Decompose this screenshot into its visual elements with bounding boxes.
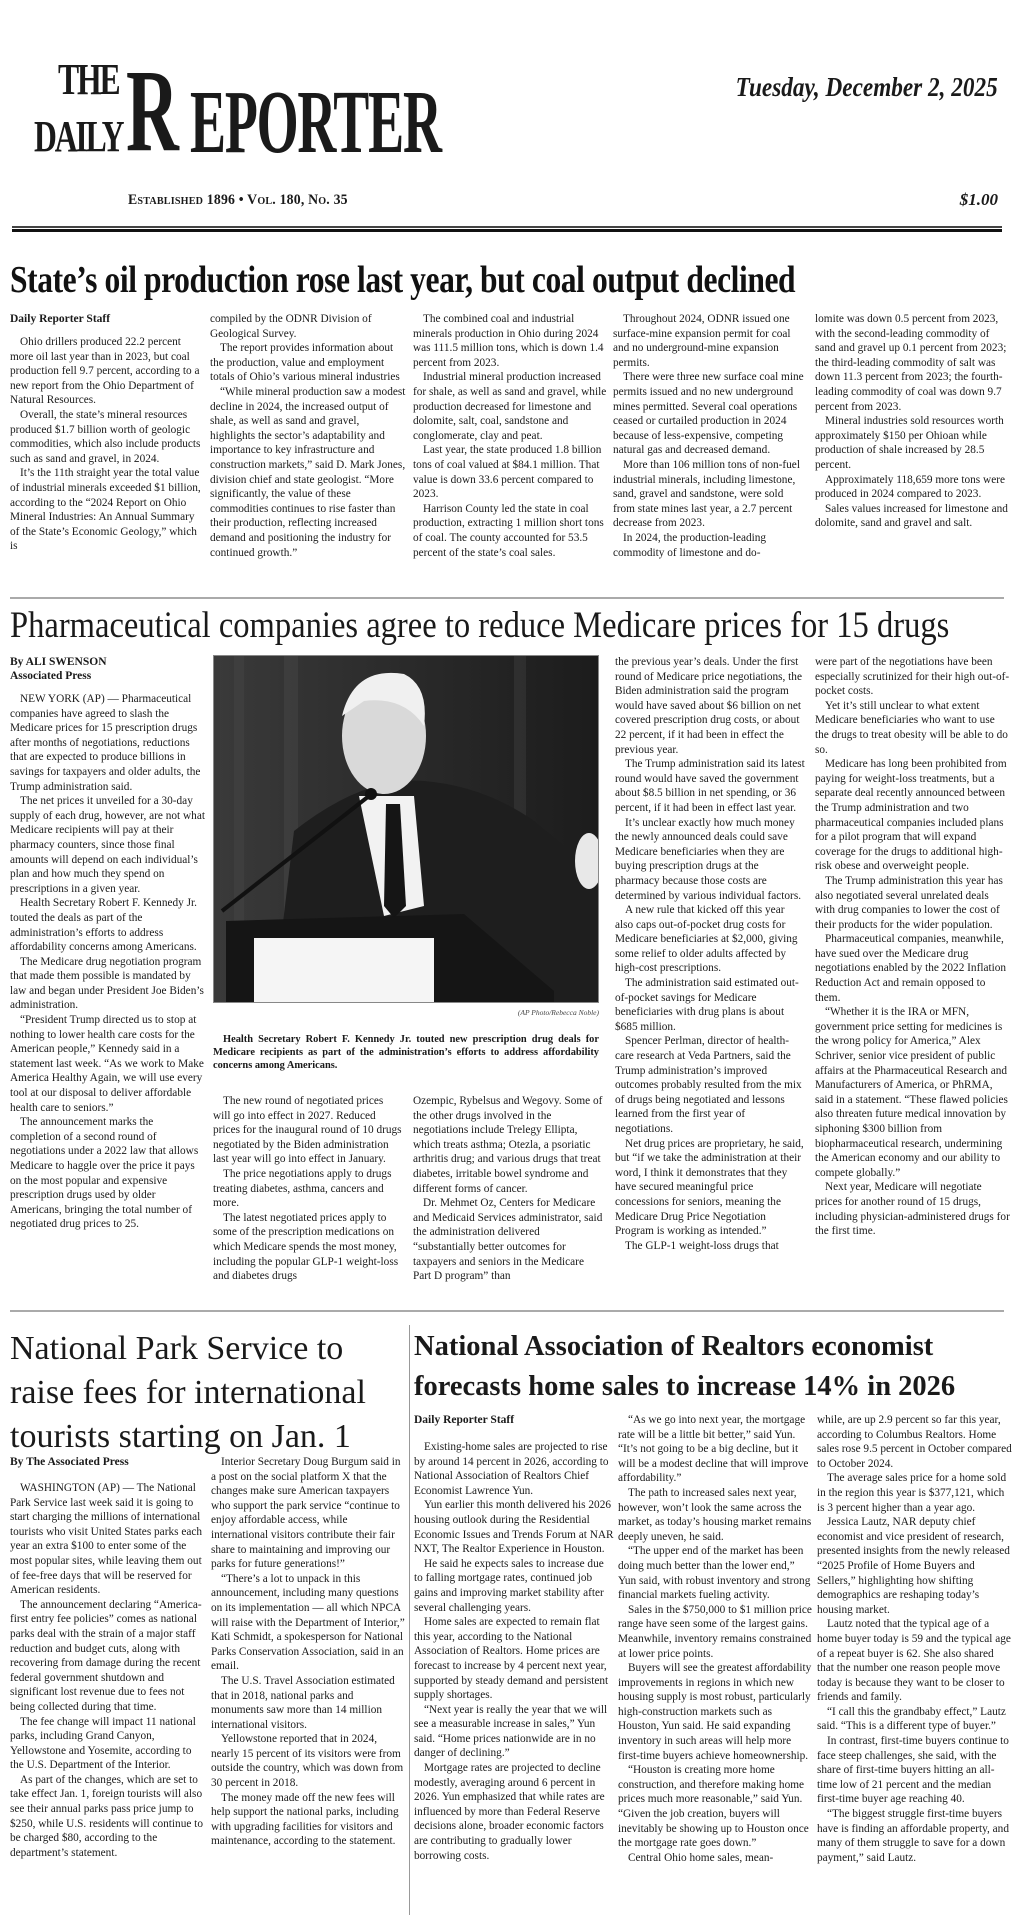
- paragraph: Mortgage rates are projected to decline modestly, averaging around 6 percent in 2026. Yun emphasized that while rates are influenced by more than Federal Reserve decisions alone, broader economic factors are contributing to gradually lower borrowing costs.: [414, 1762, 605, 1862]
- paragraph: The new round of negotiated prices will go into effect in 2027. Reduced prices for the inaugural round of 10 drugs negotiated by the Biden administration last year will go into effect in January.: [213, 1095, 402, 1166]
- paragraph: Central Ohio home sales, mean-: [628, 1851, 774, 1864]
- paragraph: The announcement declaring “America-first entry fee policies” comes as national parks deal with the strain of a major staff reduction and budget cuts, along with recovering from damage during the recent federal government shutdown and significant lost revenue due to fees not being collected during that time.: [10, 1598, 202, 1713]
- paragraph: were part of the negotiations have been especially scrutinized for their high out-of-pocket costs.: [815, 656, 1010, 698]
- paragraph: The GLP-1 weight-loss drugs that: [625, 1239, 779, 1252]
- paragraph: NEW YORK (AP) — Pharmaceutical companies have agreed to slash the Medicare prices for 15 prescription drugs after months of negotiations, reductions that are expected to produce billions in savings for taxpayers and older adults, the Trump administration said.: [10, 693, 201, 793]
- paragraph: compiled by the ODNR Division of Geological Survey.: [210, 313, 372, 340]
- established-volume: Established 1896 • Vol. 180, No. 35: [128, 192, 348, 208]
- masthead: [0, 0, 1014, 230]
- headline-line-2: forecasts home sales to increase 14% in 2026: [414, 1371, 956, 1402]
- paragraph: “The upper end of the market has been doing much better than the lower end,” Yun said, with robust inventory and strong financial markets fueling activity.: [618, 1545, 811, 1602]
- paragraph: “President Trump directed us to stop at nothing to lower health care costs for the American people,” Kennedy said in a statement last week. “As we work to Make America Healthy Again, we will use every tool at our disposal to deliver affordable health care to seniors.”: [10, 1014, 204, 1114]
- paragraph: Jessica Lautz, NAR deputy chief economist and vice president of research, presented insights from the newly released “2025 Profile of Home Buyers and Sellers,” highlighting how shifting demographics are reshaping today’s housing market.: [817, 1516, 1010, 1616]
- paragraph: The money made off the new fees will help support the national parks, including with upgrading facilities for visitors and maintenance, according to the statement.: [211, 1791, 399, 1848]
- paragraph: In contrast, first-time buyers continue to face steep challenges, she said, with the share of first-time buyers hitting an all-time low of 21 percent and the median first-time buyer age reaching 40.: [817, 1735, 1009, 1806]
- paragraph: “Next year is really the year that we will see a measurable increase in sales,” Yun said. “Home prices nationwide are in no danger of declining.”: [414, 1703, 608, 1760]
- paragraph: Ozempic, Rybelsus and Wegovy. Some of the other drugs involved in the negotiations include Trelegy Ellipta, which treats asthma; Otezla, a psoriatic arthritis drug; and various drugs that treat diabetes, irritable bowel syndrome and different forms of cancer.: [413, 1095, 603, 1195]
- paragraph: Home sales are expected to remain flat this year, according to the National Association of Realtors. Home prices are forecast to increase by 4 percent next year, supported by steady demand and persistent supply shortages.: [414, 1616, 609, 1702]
- article-medicare-col-1: [10, 655, 206, 1232]
- article-realtors-col-3: [817, 1413, 1012, 1865]
- paragraph: “There’s a lot to unpack in this announcement, including many questions on its implementation — all which NPCA will raise with the Department of Interior,” Kati Schmidt, a spokesperson for National Parks Conservation Association, said in an email.: [211, 1572, 405, 1673]
- article-medicare-col-3: [413, 1094, 603, 1284]
- article-oil-col-2: [210, 312, 406, 560]
- headline-oil: State’s oil production rose last year, but coal output declined: [10, 259, 796, 301]
- issue-date: Tuesday, December 2, 2025: [735, 72, 998, 102]
- article-oil-col-5: [815, 312, 1010, 531]
- paragraph: The price negotiations apply to drugs treating diabetes, asthma, cancers and more.: [213, 1167, 392, 1210]
- paragraph: A new rule that kicked off this year also caps out-of-pocket drug costs for Medicare beneficiaries at $2,000, giving some relief to older adults affected by high-cost prescriptions.: [615, 904, 798, 975]
- paragraph: Interior Secretary Doug Burgum said in a post on the social platform X that the changes make sure American taxpayers who support the park service “continue to enjoy affordable access, while international visitors contribute their fair share to maintaining and improving our parks for future generations!”: [211, 1456, 401, 1571]
- byline: By The Associated Press: [10, 1456, 129, 1468]
- headline-realtors: [414, 1327, 1014, 1407]
- paragraph: “Houston is creating more home construction, and therefore making home prices much more reasonable,” said Yun. “Given the job creation, buyers will inevitably be showing up to Houston once the mortgage rate goes down.”: [618, 1764, 809, 1850]
- article-oil-col-1: [10, 312, 203, 554]
- paragraph: Harrison County led the state in coal production, extracting 1 million short tons of coal. The county accounted for 53.5 percent of the state’s coal sales.: [413, 502, 604, 559]
- paragraph: The announcement marks the completion of a second round of negotiations under a 2022 law that allows Medicare to haggle over the price it pays on the most popular and expensive prescription drugs used by older Americans, bringing the total number of negotiated drug prices to 25.: [10, 1116, 199, 1231]
- byline: Daily Reporter Staff: [10, 313, 111, 325]
- paragraph: Yellowstone reported that in 2024, nearly 15 percent of its visitors were from outside the country, which was down from 30 percent in 2018.: [211, 1733, 404, 1790]
- article-medicare-col-2: [213, 1094, 403, 1284]
- article-medicare-col-4: [615, 655, 805, 1253]
- paragraph: He said he expects sales to increase due to falling mortgage rates, continued job gains and improving market stability after several challenging years.: [414, 1557, 604, 1614]
- paragraph: Ohio drillers produced 22.2 percent more oil last year than in 2023, but coal production fell 9.7 percent, according to a new report from the Ohio Department of Natural Resources.: [10, 336, 200, 407]
- paragraph: It’s the 11th straight year the total value of industrial minerals exceeded $1 billion, according to the “2024 Report on Ohio Mineral Industries: An Annual Summary of the State’s Economic Geology,” which is: [10, 467, 201, 553]
- paragraph: More than 106 million tons of non-fuel industrial minerals, including limestone, sand, gravel and sandstone, were sold from state mines last year, a 2.7 percent decrease from 2023.: [613, 458, 800, 530]
- byline-name: By ALI SWENSON: [10, 656, 107, 668]
- photo-caption: Health Secretary Robert F. Kennedy Jr. touted new prescription drug deals for Medicare recipients as part of the administration’s efforts to address affordability concerns among Americans.: [213, 1034, 599, 1071]
- paragraph: Buyers will see the greatest affordability improvements in regions in which new housing supply is most robust, particularly high-construction markets such as Houston, Yun said. He said expanding inventory in such areas will help more first-time buyers achieve homeownership.: [618, 1662, 812, 1762]
- logo-the: THE: [58, 55, 119, 104]
- newspaper-logo: [18, 45, 478, 178]
- masthead-rule: [12, 226, 1002, 232]
- paragraph: The administration said estimated out-of-pocket savings for Medicare beneficiaries with drug plans is about $685 million.: [615, 977, 799, 1033]
- paragraph: Existing-home sales are projected to rise by around 14 percent in 2026, according to National Association of Realtors Chief Economist Lawrence Yun.: [414, 1441, 609, 1497]
- logo-daily: DAILY: [34, 112, 123, 161]
- paragraph: The Trump administration this year has also negotiated several unrelated deals with drug companies to lower the cost of their products for the wider population.: [815, 874, 1003, 931]
- paragraph: Yun earlier this month delivered his 2026 housing outlook during the Residential Economic Issues and Trends Forum at NAR NXT, The Realtor Experience in Houston.: [414, 1499, 614, 1556]
- article-oil-col-4: [613, 312, 805, 560]
- paragraph: Dr. Mehmet Oz, Centers for Medicare and Medicaid Services administrator, said the administration delivered “substantially better outcomes for taxpayers and seniors in the Medicare Part D program” than: [413, 1197, 603, 1283]
- paragraph: “While mineral production saw a modest decline in 2024, the increased output of shale, as well as sand and gravel, highlights the sector’s adaptability and importance to key infrastructure and construction markets,” said D. Mark Jones, division chief and state geologist. “More significantly, the value of these commodities continues to rise faster than their production, reflecting increased demand and positioning the industry for continued growth.”: [210, 385, 406, 559]
- paragraph: Next year, Medicare will negotiate prices for another round of 15 drugs, including physician-administered drugs for the first time.: [815, 1181, 1010, 1238]
- article-oil-col-3: [413, 312, 609, 560]
- headline-national-parks: National Park Service to raise fees for international tourists starting on Jan. 1: [10, 1330, 366, 1455]
- paragraph: WASHINGTON (AP) — The National Park Service last week said it is going to start charging the millions of international tourists who visit United States parks each year an extra $100 to enter some of the most popular sites, while leaving them out of fee-free days that will be reserved for American residents.: [10, 1482, 203, 1597]
- section-divider: [10, 597, 1004, 599]
- paragraph: The average sales price for a home sold in the region this year is $377,121, which is 3 percent higher than a year ago.: [817, 1472, 1007, 1514]
- column-divider: [409, 1325, 410, 1915]
- photo-kennedy-podium: [213, 655, 599, 1003]
- paragraph: Industrial mineral production increased for shale, as well as sand and gravel, while production decreased for limestone and dolomite, salt, coal, sandstone and conglomerate, clay and peat.: [413, 371, 607, 442]
- section-divider: [10, 1310, 1004, 1312]
- paragraph: “The biggest struggle first-time buyers have is finding an affordable property, and many of them struggle to save for a down payment,” said Lautz.: [817, 1808, 1009, 1864]
- paragraph: The U.S. Travel Association estimated that in 2018, national parks and monuments saw more than 14 million international visitors.: [211, 1674, 395, 1731]
- paragraph: Mineral industries sold resources worth approximately $150 per Ohioan while production of shale increased by 28.5 percent.: [815, 415, 1004, 471]
- paragraph: Spencer Perlman, director of health-care research at Veda Partners, said the Trump administration’s improved outcomes probably resulted from the mix of drugs being negotiated and lessons learned from the first year of negotiations.: [615, 1035, 802, 1135]
- paragraph: It’s unclear exactly how much money the newly announced deals could save Medicare beneficiaries when they are buying prescription drugs at the pharmacy because those costs are determined by various individual factors.: [615, 816, 802, 902]
- paragraph: Health Secretary Robert F. Kennedy Jr. touted the deals as part of the administration’s efforts to address affordability concerns among Americans.: [10, 897, 197, 954]
- paragraph: The combined coal and industrial minerals production in Ohio during 2024 was 111.5 million tons, which is down 1.4 percent from 2023.: [413, 313, 604, 369]
- byline: Daily Reporter Staff: [414, 1414, 515, 1426]
- paragraph: Last year, the state produced 1.8 billion tons of coal valued at $84.1 million. That value is down 33.6 percent compared to 2023.: [413, 444, 602, 501]
- paragraph: The Medicare drug negotiation program that made them possible is mandated by law and began under President Joe Biden’s administration.: [10, 955, 204, 1012]
- paragraph: Medicare has long been prohibited from paying for weight-loss treatments, but a separate deal recently announced between the Trump administration and two pharmaceutical companies included plans for a pilot program that will expand coverage for the drugs to additional high-risk obese and overweight people.: [815, 758, 1007, 873]
- paragraph: Overall, the state’s mineral resources produced $1.7 billion worth of geologic commodities, which also include products such as sand and gravel, in 2024.: [10, 408, 201, 465]
- paragraph: Yet it’s still unclear to what extent Medicare beneficiaries who want to use the drugs to treat obesity will be able to do so.: [815, 699, 1008, 756]
- paragraph: The Trump administration said its latest round would have saved the government about $8.5 billion in net spending, or 36 percent, if it had been in effect last year.: [615, 758, 805, 814]
- paragraph: Pharmaceutical companies, meanwhile, have sued over the Medicare drug negotiations enabled by the 2022 Inflation Reduction Act and remain opposed to them.: [815, 933, 1007, 1004]
- paragraph: The net prices it unveiled for a 30-day supply of each drug, however, are not what Medicare recipients will pay at their pharmacy counters, since those final amounts will depend on each individual’s plan and how much they spend on prescriptions in a given year.: [10, 795, 205, 895]
- paragraph: Sales in the $750,000 to $1 million price range have seen some of the largest gains. Meanwhile, inventory remains constrained at lower price points.: [618, 1603, 812, 1660]
- paragraph: “As we go into next year, the mortgage rate will be a little bit better,” said Yun. “It’s not going to be a big decline, but it will be a modest decline that will improve affordability.”: [618, 1414, 809, 1485]
- paragraph: the previous year’s deals. Under the first round of Medicare price negotiations, the Biden administration said the program would have saved about $6 billion on net covered prescription drug costs, or about 22 percent, if it had been in effect the previous year.: [615, 656, 802, 756]
- paragraph: The path to increased sales next year, however, won’t look the same across the market, as today’s housing market remains deeply uneven, he said.: [618, 1486, 812, 1543]
- paragraph: Sales values increased for limestone and dolomite, sand and gravel and salt.: [815, 502, 1008, 530]
- paragraph: “Whether it is the IRA or MFN, government price setting for medicines is the wrong policy for America,” Alex Schriver, senior vice president of public affairs at the Pharmaceutical Research and Manufacturers of America, or PhRMA, said in a statement. “These flawed policies also threaten future medical innovation by siphoning $300 billion from biopharmaceutical research, undermining the American economy and our ability to compete globally.”: [815, 1006, 1008, 1179]
- issue-price: $1.00: [959, 190, 998, 209]
- paragraph: There were three new surface coal mine permits issued and no new underground mines permitted. Several coal operations ceased or curtailed production in 2024 because of less-expensive, competing natural gas and decreased demand.: [613, 371, 804, 457]
- paragraph: Net drug prices are proprietary, he said, but “if we take the administration at their word, I think it demonstrates that they have secured meaningful price concessions for seniors, meaning the Medicare Drug Price Negotiation Program is working as intended.”: [615, 1137, 804, 1238]
- headline-line-1: National Association of Realtors economist: [414, 1331, 934, 1362]
- paragraph: “I call this the grandbaby effect,” Lautz said. “This is a different type of buyer.”: [817, 1705, 1006, 1733]
- article-parks-col-1: [10, 1455, 206, 1860]
- article-medicare-col-5: [815, 655, 1010, 1239]
- paragraph: Throughout 2024, ODNR issued one surface-mine expansion permit for coal and no underground-mine expansion permits.: [613, 313, 791, 369]
- paragraph: The fee change will impact 11 national parks, including Grand Canyon, Yellowstone and Yosemite, according to the U.S. Department of the Interior.: [10, 1715, 196, 1772]
- headline-medicare: Pharmaceutical companies agree to reduce Medicare prices for 15 drugs: [10, 605, 950, 646]
- byline-org: Associated Press: [10, 670, 92, 682]
- photo-credit: (AP Photo/Rebecca Noble): [517, 1008, 599, 1017]
- paragraph: The report provides information about the production, value and employment totals of Ohio’s various mineral industries: [210, 342, 400, 384]
- paragraph: lomite was down 0.5 percent from 2023, with the second-leading commodity of sand and gravel up 0.1 percent from 2023; the third-leading commodity of salt was down 11.3 percent from 2023; the fourth-leading commodity of coal was down 9.7 percent from 2023.: [815, 313, 1007, 413]
- article-realtors-col-1: [414, 1413, 614, 1863]
- paragraph: Approximately 118,659 more tons were produced in 2024 compared to 2023.: [815, 473, 1005, 501]
- paragraph: In 2024, the production-leading commodity of limestone and do-: [613, 531, 767, 559]
- photo-illustration: [214, 656, 599, 1003]
- article-realtors-col-2: [618, 1413, 814, 1865]
- logo-r: R: [126, 45, 179, 176]
- article-parks-col-2: [211, 1455, 406, 1849]
- paragraph: The latest negotiated prices apply to some of the prescription medications on which Medicare spends the most money, including the popular GLP-1 weight-loss and diabetes drugs: [213, 1211, 399, 1283]
- paragraph: while, are up 2.9 percent so far this year, according to Columbus Realtors. Home sales rose 9.5 percent in October compared to October 2024.: [817, 1414, 1012, 1470]
- logo-eporter: EPORTER: [190, 73, 441, 172]
- paragraph: Lautz noted that the typical age of a home buyer today is 59 and the typical age of a repeat buyer is 62. She also shared that the number one reason people move today is because they want to be closer to friends and family.: [817, 1618, 1011, 1704]
- paragraph: As part of the changes, which are set to take effect Jan. 1, foreign tourists will also see their annual parks pass price jump to $250, while U.S. residents will continue to be charged $80, according to the department’s statement.: [10, 1773, 203, 1859]
